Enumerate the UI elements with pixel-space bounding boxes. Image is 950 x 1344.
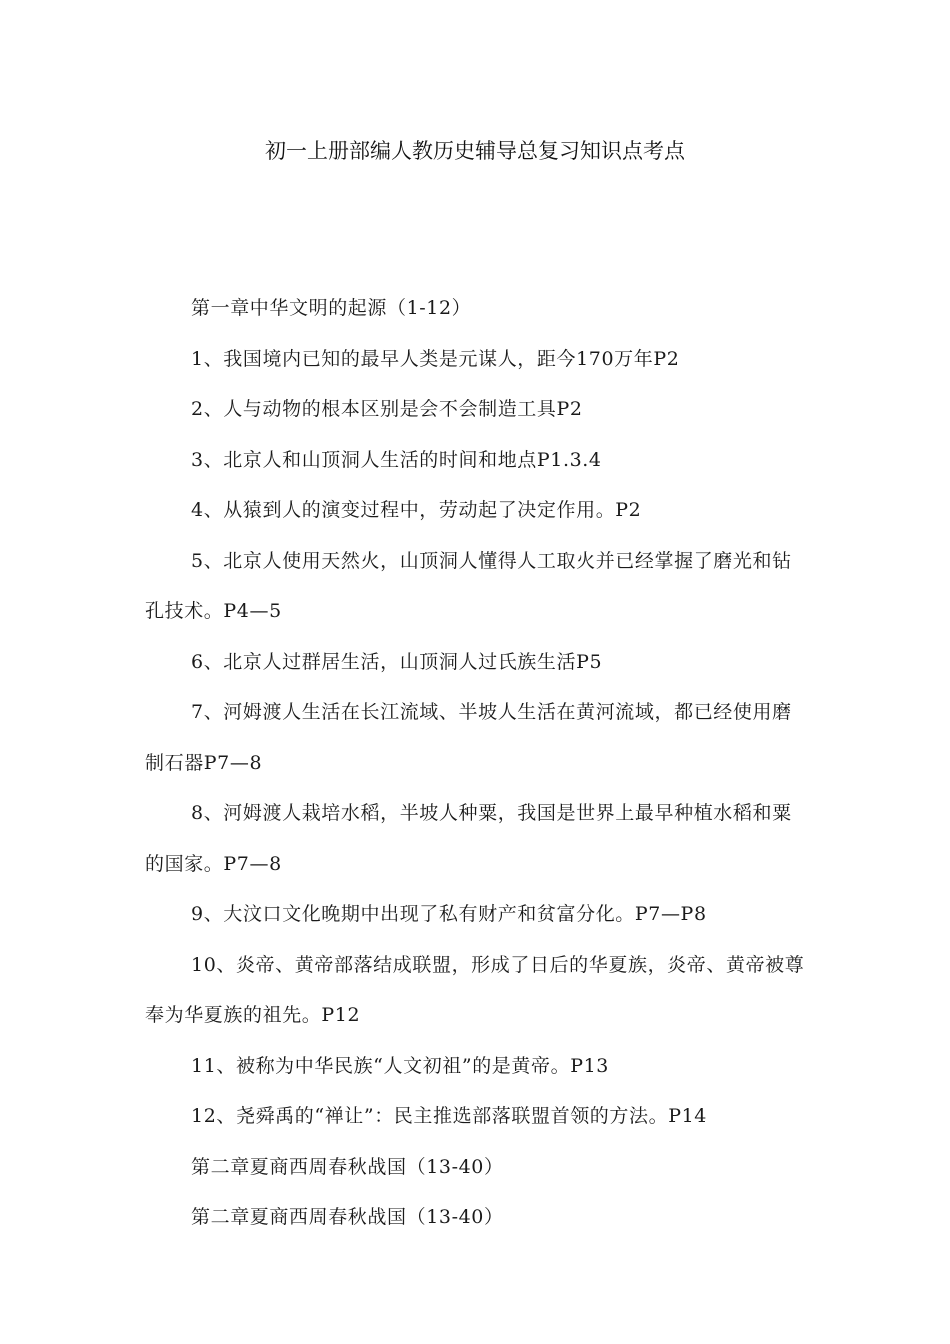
knowledge-point-1: 1、我国境内已知的最早人类是元谋人，距今170万年P2	[191, 347, 680, 370]
chapter-heading-2-repeat: 第二章夏商西周春秋战国（13-40）	[191, 1206, 504, 1228]
document-body	[145, 283, 810, 1243]
knowledge-point-9: 9、大汶口文化晚期中出现了私有财产和贫富分化。P7—P8	[191, 903, 707, 925]
knowledge-point-10: 10、炎帝、黄帝部落结成联盟，形成了日后的华夏族，炎帝、黄帝被尊奉为华夏族的祖先。P12	[145, 953, 805, 1026]
knowledge-point-6: 6、北京人过群居生活，山顶洞人过氏族生活P5	[191, 650, 603, 673]
knowledge-point-8: 8、河姆渡人栽培水稻，半坡人种粟，我国是世界上最早种植水稻和粟的国家。P7—8	[145, 802, 792, 875]
knowledge-point-4: 4、从猿到人的演变过程中，劳动起了决定作用。P2	[191, 499, 642, 521]
document-title: 初一上册部编人教历史辅导总复习知识点考点	[265, 139, 685, 163]
knowledge-point-11: 11、被称为中华民族“人文初祖”的是黄帝。P13	[191, 1054, 609, 1077]
chapter-heading-1: 第一章中华文明的起源（1-12）	[191, 297, 472, 319]
knowledge-point-7: 7、河姆渡人生活在长江流域、半坡人生活在黄河流域，都已经使用磨制石器P7—8	[145, 701, 792, 774]
chapter-heading-2: 第二章夏商西周春秋战国（13-40）	[191, 1155, 504, 1178]
knowledge-point-5: 5、北京人使用天然火，山顶洞人懂得人工取火并已经掌握了磨光和钻孔技术。P4—5	[145, 549, 792, 622]
knowledge-point-12: 12、尧舜禹的“禅让”：民主推选部落联盟首领的方法。P14	[191, 1105, 707, 1127]
knowledge-point-2: 2、人与动物的根本区别是会不会制造工具P2	[191, 398, 583, 420]
knowledge-point-3: 3、北京人和山顶洞人生活的时间和地点P1.3.4	[191, 448, 602, 471]
